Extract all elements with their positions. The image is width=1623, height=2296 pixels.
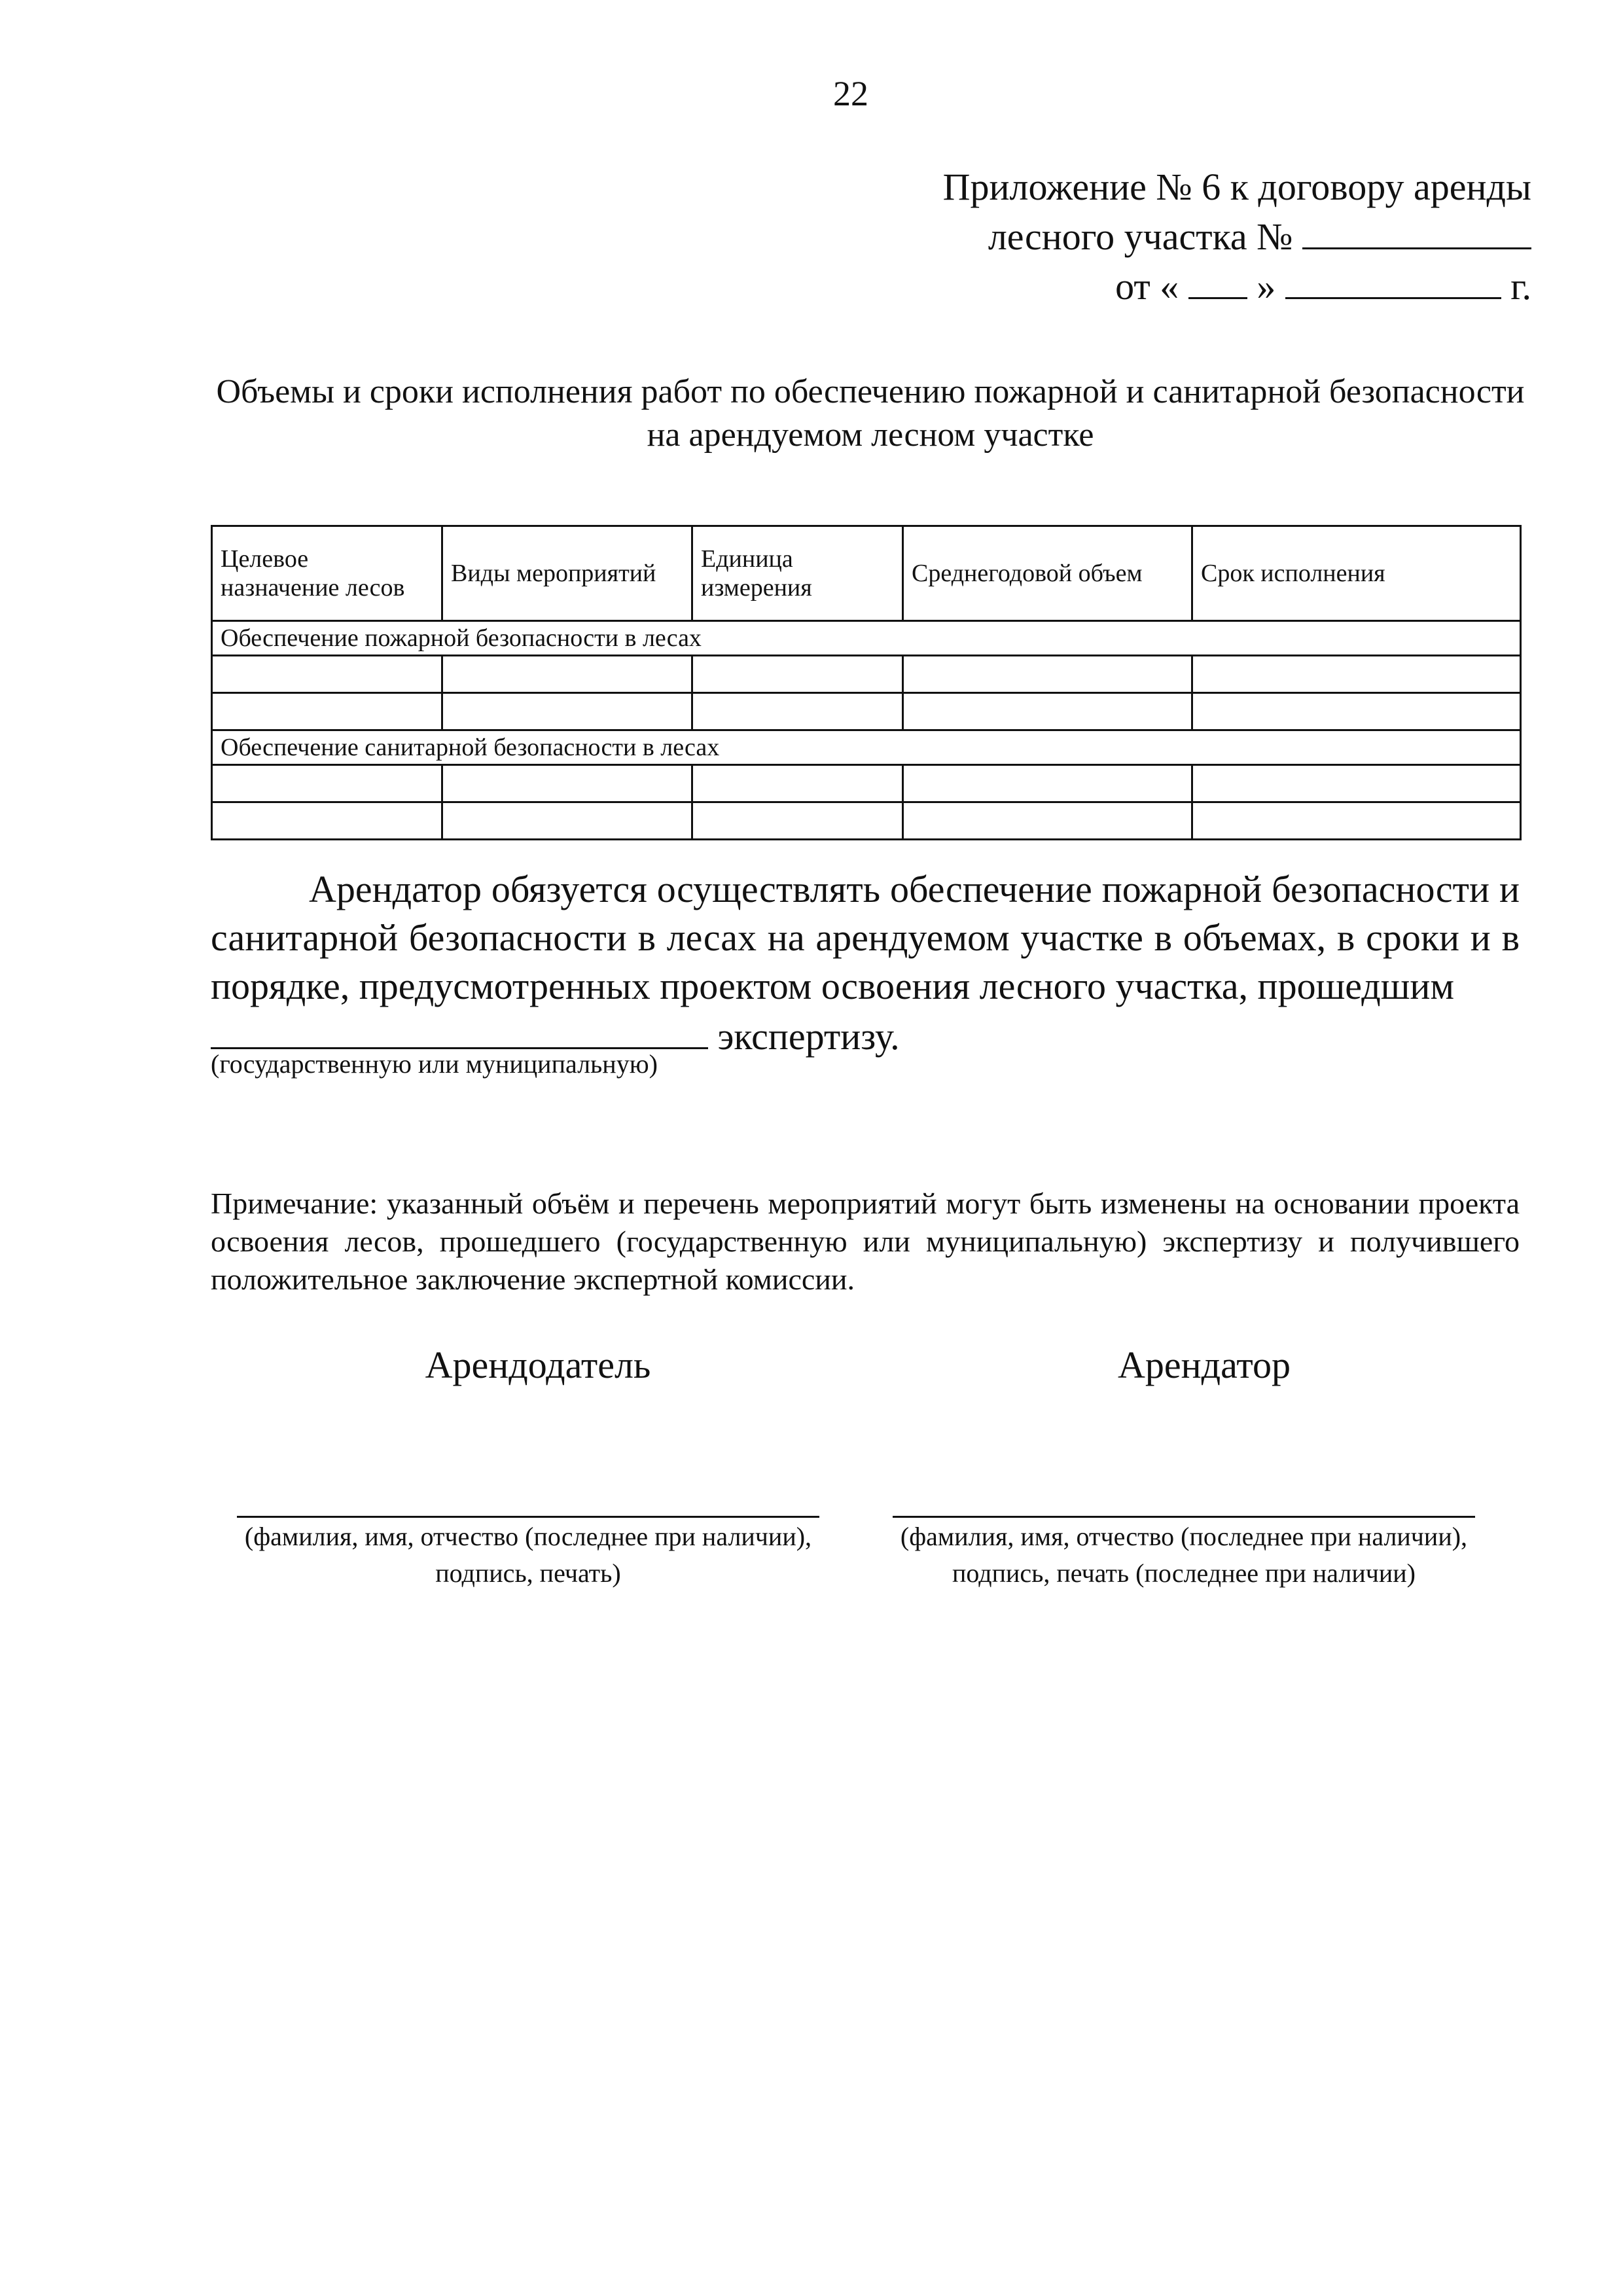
column-header: Целевое назначение лесов <box>212 526 442 621</box>
date-quote: » <box>1257 265 1276 308</box>
lessee-caption-line-2: подпись, печать (последнее при наличии) <box>952 1558 1416 1588</box>
page-number: 22 <box>833 74 868 113</box>
table-cell[interactable] <box>692 802 903 840</box>
table-section-row <box>212 621 1521 656</box>
month-blank <box>1285 264 1501 299</box>
works-table <box>211 525 1522 840</box>
table-cell[interactable] <box>1192 656 1521 693</box>
section-sanitary-safety: Обеспечение санитарной безопасности в лесах <box>212 730 1521 765</box>
column-header: Виды мероприятий <box>442 526 692 621</box>
table-cell[interactable] <box>903 765 1192 802</box>
table-cell[interactable] <box>692 693 903 730</box>
table-cell[interactable] <box>212 656 442 693</box>
lessor-signature-line <box>237 1516 819 1518</box>
day-blank <box>1188 264 1247 299</box>
document-title: Объемы и сроки исполнения работ по обеспечению пожарной и санитарной безопасности на арендуемом лесном участке <box>216 373 1525 454</box>
column-header: Среднегодовой объем <box>903 526 1192 621</box>
lessee-caption-line-1: (фамилия, имя, отчество (последнее при наличии), <box>900 1522 1468 1551</box>
note-paragraph: Примечание: указанный объём и перечень мероприятий могут быть изменены на основании проекта освоения лесов, прошедшего (государственную или муниципальную) экспертизу и получившего положительное заключение экспертной комиссии. <box>211 1187 1520 1296</box>
expertise-caption: (государственную или муниципальную) <box>211 1049 658 1079</box>
table-cell[interactable] <box>1192 802 1521 840</box>
table-header-row <box>212 526 1521 621</box>
expertise-type-blank <box>211 1011 708 1049</box>
appendix-line-2 <box>943 212 1531 262</box>
appendix-contract-label: лесного участка № <box>988 215 1293 258</box>
date-prefix: от « <box>1115 265 1179 308</box>
appendix-header <box>943 162 1531 312</box>
table-cell[interactable] <box>1192 765 1521 802</box>
table-row <box>212 693 1521 730</box>
table-cell[interactable] <box>903 656 1192 693</box>
contract-number-blank <box>1302 215 1531 249</box>
table-cell[interactable] <box>903 802 1192 840</box>
lessee-title: Арендатор <box>1117 1344 1291 1386</box>
column-header: Единица измерения <box>692 526 903 621</box>
table-cell[interactable] <box>692 765 903 802</box>
table-cell[interactable] <box>212 802 442 840</box>
table-cell[interactable] <box>442 693 692 730</box>
table-row <box>212 802 1521 840</box>
lessee-signature-line <box>893 1516 1475 1518</box>
table-cell[interactable] <box>1192 693 1521 730</box>
table-section-row <box>212 730 1521 765</box>
obligation-paragraph: Арендатор обязуется осуществлять обеспечение пожарной безопасности и санитарной безопасности в лесах на арендуемом участке в объемах, в сроки и в порядке, предусмотренных проектом освоения лесного участка, прошедшим <box>211 868 1520 1007</box>
table-cell[interactable] <box>692 656 903 693</box>
lessor-caption-line-2: подпись, печать) <box>435 1558 621 1588</box>
lessor-caption-line-1: (фамилия, имя, отчество (последнее при наличии), <box>244 1522 812 1551</box>
table-cell[interactable] <box>442 765 692 802</box>
appendix-line-3 <box>943 262 1531 312</box>
lessee-signature-caption <box>860 1518 1508 1592</box>
table-cell[interactable] <box>442 656 692 693</box>
column-header: Срок исполнения <box>1192 526 1521 621</box>
lessor-title: Арендодатель <box>425 1344 651 1386</box>
year-suffix: г. <box>1510 265 1531 308</box>
table-cell[interactable] <box>442 802 692 840</box>
table-cell[interactable] <box>212 765 442 802</box>
lessor-signature-caption <box>204 1518 852 1592</box>
table-cell[interactable] <box>212 693 442 730</box>
table-row <box>212 765 1521 802</box>
appendix-line-1: Приложение № 6 к договору аренды <box>942 166 1531 208</box>
table-cell[interactable] <box>903 693 1192 730</box>
table-row <box>212 656 1521 693</box>
expertise-suffix: экспертизу. <box>717 1015 900 1058</box>
section-fire-safety: Обеспечение пожарной безопасности в лесах <box>212 621 1521 656</box>
